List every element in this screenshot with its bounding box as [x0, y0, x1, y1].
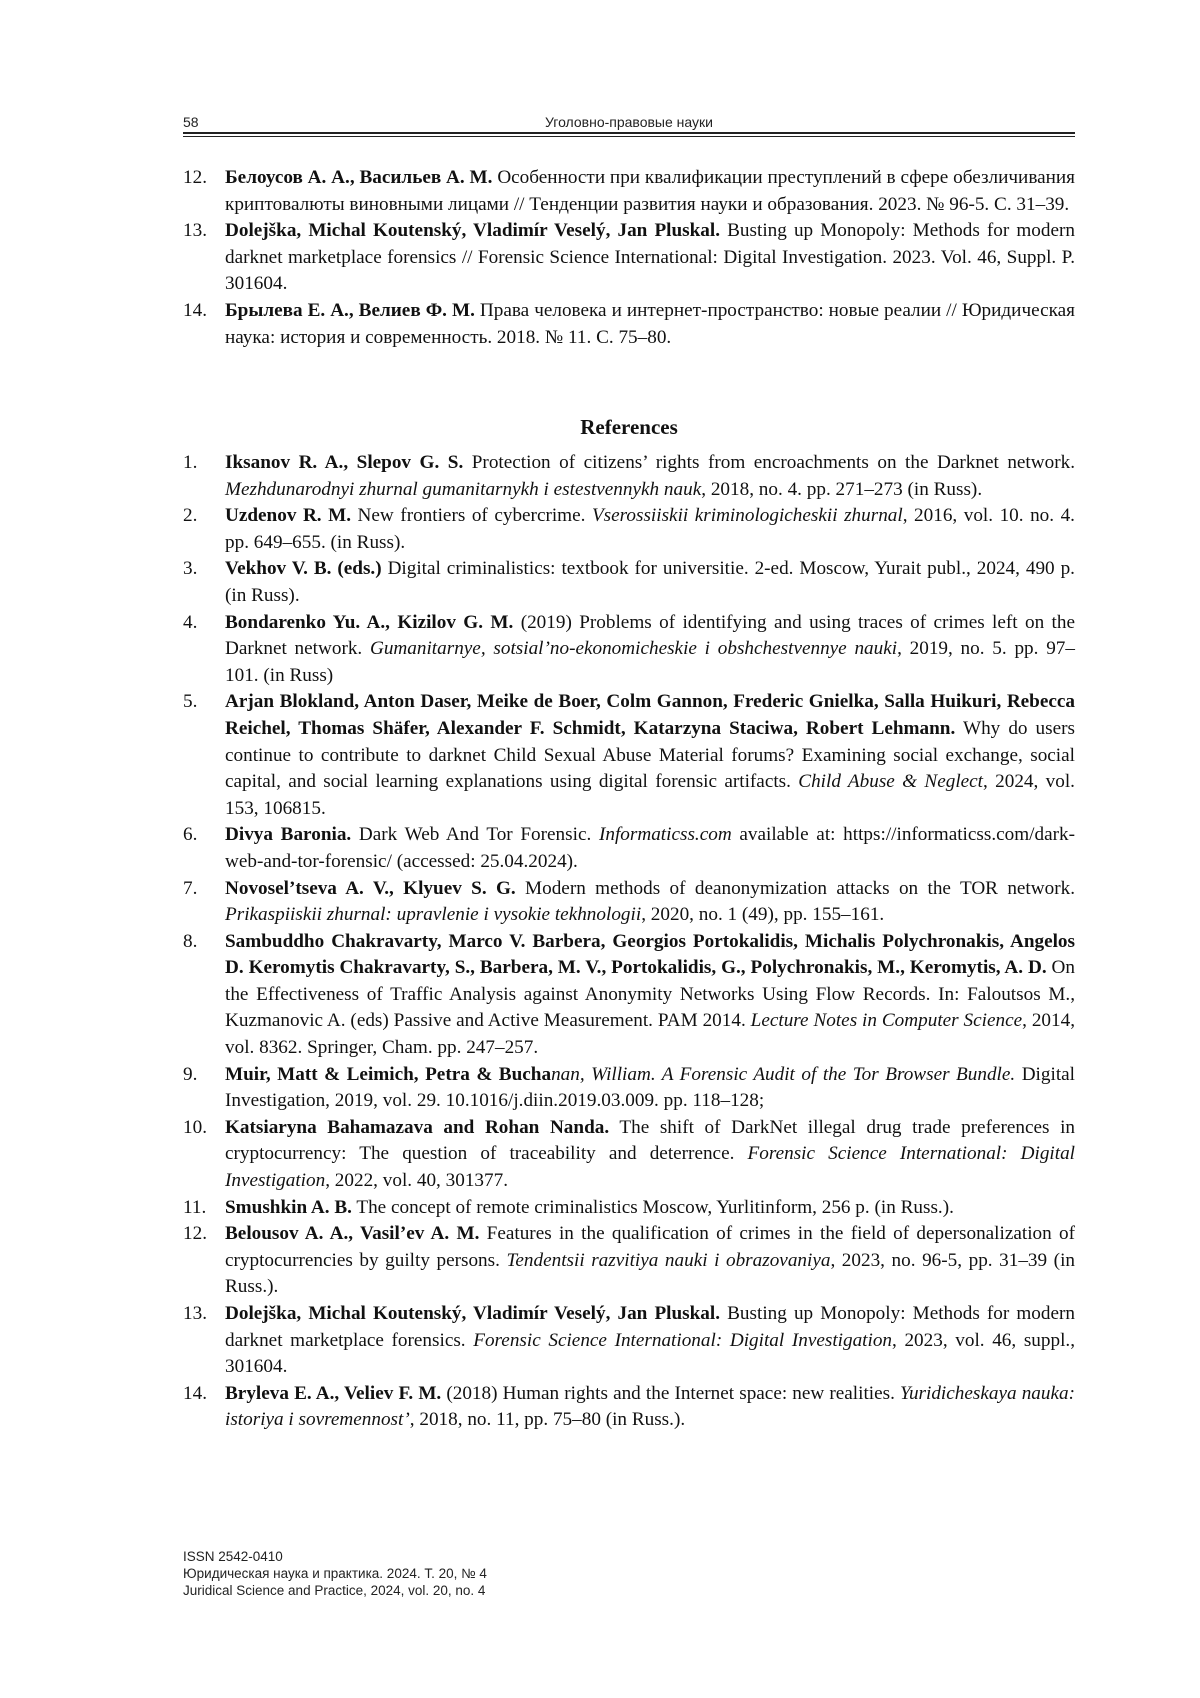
- item-text: Права человека и интернет-пространство: новые реалии // Юридическая наука: история и современность. 2018. № 11. С. 75–80.: [225, 299, 1075, 348]
- reference-source: Mezhdunarodnyi zhurnal gumanitarnykh i estestvennykh nauk: [225, 478, 702, 500]
- reference-details: Digital Investigation, 2019, vol. 29. 10.1016/j.diin.2019.03.009. pp. 118–128;: [225, 1063, 1075, 1112]
- reference-source: Prikaspiiskii zhurnal: upravlenie i vysokie tekhnologii: [225, 904, 642, 926]
- reference-text: Features in the qualification of crimes in the field of depersonalization of cryptocurrencies by guilty persons.: [225, 1223, 1075, 1271]
- bibliography-item: [183, 218, 1075, 298]
- bibliography-item: [183, 165, 1075, 218]
- section-heading: References: [580, 415, 678, 439]
- item-authors: Брылева Е. А., Велиев Ф. М.: [225, 299, 475, 321]
- reference-source: Gumanitarnye, sotsial’no-ekonomicheskie i obshchestvennye nauki: [369, 638, 898, 660]
- bibliography-item: [183, 298, 1075, 351]
- reference-text: Protection of citizens’ rights from encroachments on the Darknet network.: [463, 452, 1075, 473]
- reference-source: Forensic Science International: Digital Investigation: [473, 1329, 893, 1351]
- reference-item: [183, 1195, 1075, 1222]
- reference-text: The shift of DarkNet illegal drug trade preferences in cryptocurrency: The question of traceability and deterrence.: [225, 1116, 1076, 1165]
- reference-number: 11.: [183, 1196, 207, 1218]
- header-rule-thick: [183, 132, 1075, 134]
- reference-item: [183, 1062, 1075, 1115]
- journal-footer: [183, 1548, 487, 1599]
- reference-text: New frontiers of cybercrime.: [351, 505, 592, 527]
- reference-source: Lecture Notes in Computer Science: [750, 1010, 1023, 1032]
- reference-item: [183, 450, 1075, 503]
- reference-authors: Katsiaryna Bahamazava and Rohan Nanda.: [225, 1116, 610, 1138]
- reference-authors: Bryleva E. A., Veliev F. M.: [225, 1382, 442, 1404]
- item-text: Busting up Monopoly: Methods for modern darknet marketplace forensics // Forensic Science International: Digital Investigation. 2023. Vol. 46, Suppl. P. 301604.: [225, 220, 1075, 295]
- reference-text: The concept of remote criminalistics Moscow, Yurlitinform, 256 p. (in Russ.).: [351, 1196, 954, 1218]
- item-number: 12.: [183, 167, 207, 188]
- reference-item: [183, 556, 1075, 609]
- reference-authors: Arjan Blokland, Anton Daser, Meike de Boer, Colm Gannon, Frederic Gnielka, Salla Huikuri, Rebecca Reichel, Thomas Shäfer, Alexander F. Schmidt, Katarzyna Staciwa, Robert Lehmann.: [225, 691, 1075, 739]
- reference-source: Child Abuse & Neglect: [798, 771, 984, 793]
- reference-source: Tendentsii razvitiya nauki i obrazovaniya: [506, 1249, 831, 1271]
- reference-number: 10.: [183, 1116, 207, 1138]
- reference-authors: Divya Baronia.: [225, 824, 352, 846]
- reference-authors: Bondarenko Yu. A., Kizilov G. M.: [225, 611, 514, 633]
- reference-number: 7.: [183, 877, 198, 899]
- reference-item: [183, 610, 1075, 690]
- reference-number: 2.: [183, 505, 198, 527]
- reference-item: [183, 1221, 1075, 1301]
- reference-authors: Iksanov R. A., Slepov G. S.: [225, 452, 464, 473]
- header-rule-thin: [183, 136, 1075, 137]
- reference-authors: Novosel’tseva A. V., Klyuev S. G.: [225, 877, 516, 899]
- issn: ISSN 2542-0410: [183, 1549, 283, 1564]
- reference-number: 12.: [183, 1223, 207, 1245]
- reference-item: [183, 1115, 1075, 1195]
- reference-authors: Dolejška, Michal Koutenský, Vladimír Veselý, Jan Pluskal.: [225, 1303, 721, 1324]
- reference-text: Why do users continue to contribute to darknet Child Sexual Abuse Material forums? Examining social exchange, social capital, and social learning explanations using digital forensic artifacts.: [225, 717, 1075, 793]
- reference-number: 9.: [183, 1063, 198, 1085]
- reference-item: [183, 689, 1075, 822]
- references-list: [183, 450, 1075, 1434]
- item-number: 13.: [183, 220, 207, 242]
- reference-number: 5.: [183, 691, 198, 713]
- reference-details: available at: https://informaticss.com/dark-web-and-tor-forensic/ (accessed: 25.04.2024).: [225, 824, 1075, 872]
- reference-authors: Smushkin A. B.: [225, 1196, 352, 1218]
- reference-item: [183, 503, 1075, 556]
- page-number: 58: [183, 114, 199, 130]
- reference-authors: Sambuddho Chakravarty, Marco V. Barbera, Georgios Portokalidis, Michalis Polychronakis, Angelos D. Keromytis Chakravarty, S., Barbera, M. V., Portokalidis, G., Polychronakis, M., Keromytis, A. D.: [225, 930, 1075, 979]
- reference-text: On the Effectiveness of Traffic Analysis against Anonymity Networks Using Flow Records. In: Faloutsos M., Kuzmanovic A. (eds) Passive and Active Measurement. PAM 2014.: [225, 957, 1076, 1032]
- reference-authors: Belousov A. A., Vasil’ev A. M.: [225, 1223, 480, 1245]
- reference-text: Dark Web And Tor Forensic.: [351, 824, 599, 846]
- reference-number: 3.: [183, 558, 198, 580]
- reference-details: , 2023, vol. 46, suppl., 301604.: [225, 1329, 1075, 1378]
- reference-number: 6.: [183, 824, 198, 846]
- reference-number: 4.: [183, 611, 198, 633]
- reference-details: , 2019, no. 5. pp. 97–101. (in Russ): [225, 638, 1075, 686]
- item-authors: Белоусов А. А., Васильев А. М.: [225, 167, 493, 188]
- reference-text: Modern methods of deanonymization attacks on the TOR network.: [515, 877, 1075, 899]
- reference-details: , 2022, vol. 40, 301377.: [325, 1170, 509, 1192]
- reference-text: (2019) Problems of identifying and using traces of crimes left on the Darknet network.: [225, 611, 1075, 660]
- reference-authors: Vekhov V. B. (eds.): [225, 558, 382, 580]
- running-title: Уголовно-правовые науки: [545, 114, 713, 130]
- reference-source: Forensic Science International: Digital Investigation: [225, 1143, 1076, 1192]
- reference-source: Vserossiiskii kriminologicheskii zhurnal: [591, 505, 903, 527]
- reference-item: [183, 1301, 1075, 1381]
- reference-details: , 2024, vol. 153, 106815.: [225, 771, 1075, 819]
- journal-line-ru: Юридическая наука и практика. 2024. Т. 20, № 4: [183, 1566, 487, 1581]
- reference-details: , 2016, vol. 10. no. 4. pp. 649–655. (in Russ).: [225, 505, 1075, 553]
- item-number: 14.: [183, 299, 207, 321]
- reference-item: [183, 929, 1075, 1062]
- reference-source: nan, William. A Forensic Audit of the Tor Browser Bundle.: [551, 1063, 1016, 1085]
- reference-details: , 2020, no. 1 (49), pp. 155–161.: [641, 904, 885, 926]
- item-text: Особенности при квалификации преступлений в сфере обезличивания криптовалюты виновными лицами // Тенденции развития науки и образования. 2023. № 96-5. С. 31–39.: [225, 167, 1075, 215]
- reference-text: Digital criminalistics: textbook for universitie. 2-ed. Moscow, Yurait publ., 2024, 490 p. (in Russ).: [225, 558, 1075, 606]
- reference-number: 8.: [183, 930, 198, 952]
- reference-details: , 2014, vol. 8362. Springer, Cham. pp. 247–257.: [225, 1010, 1075, 1059]
- reference-authors: Muir, Matt & Leimich, Petra & Bucha: [225, 1063, 552, 1085]
- journal-line-en: Juridical Science and Practice, 2024, vol. 20, no. 4: [183, 1583, 486, 1598]
- reference-source: Yuridicheskaya nauka: istoriya i sovremennost’: [225, 1382, 1075, 1431]
- item-authors: Dolejška, Michal Koutenský, Vladimír Veselý, Jan Pluskal.: [225, 220, 721, 242]
- reference-text: Busting up Monopoly: Methods for modern darknet marketplace forensics.: [225, 1303, 1075, 1351]
- reference-item: [183, 1381, 1075, 1434]
- reference-item: [183, 876, 1075, 929]
- reference-item: [183, 822, 1075, 875]
- reference-text: (2018) Human rights and the Internet space: new realities.: [441, 1382, 901, 1404]
- reference-authors: Uzdenov R. M.: [225, 505, 352, 527]
- reference-details: , 2023, no. 96-5, pp. 31–39 (in Russ.).: [225, 1249, 1075, 1298]
- reference-source: Informaticss.com: [598, 824, 732, 846]
- reference-number: 13.: [183, 1303, 207, 1324]
- reference-number: 1.: [183, 452, 198, 473]
- bibliography-russian: [183, 165, 1075, 351]
- reference-details: , 2018, no. 4. pp. 271–273 (in Russ).: [701, 478, 983, 500]
- reference-number: 14.: [183, 1382, 207, 1404]
- reference-details: , 2018, no. 11, pp. 75–80 (in Russ.).: [409, 1409, 686, 1431]
